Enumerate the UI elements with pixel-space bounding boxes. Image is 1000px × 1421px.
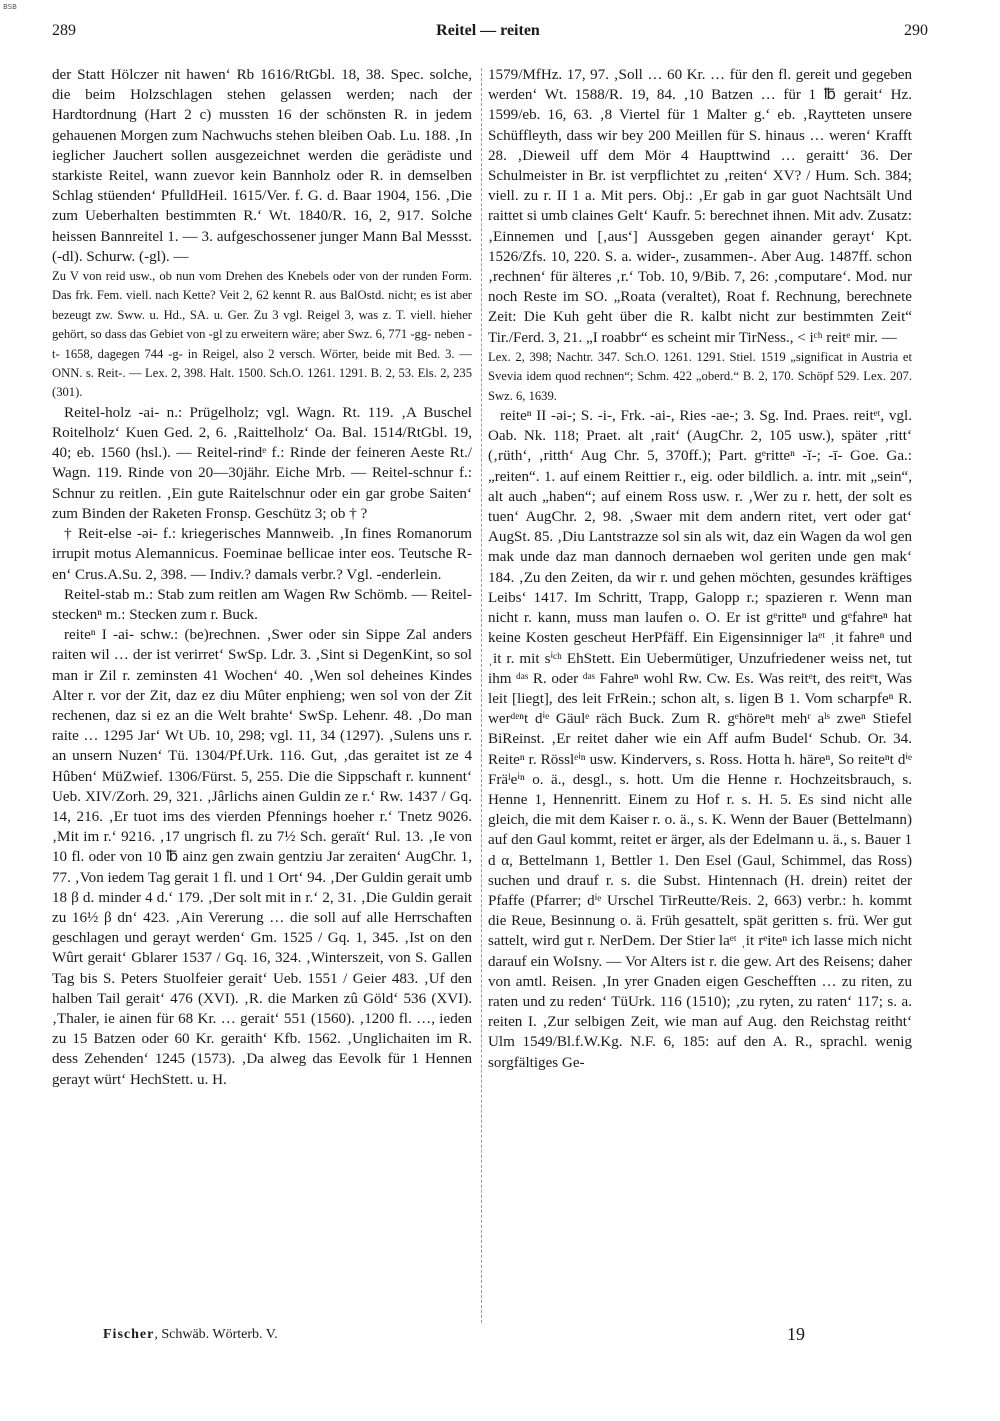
etymology-note: Lex. 2, 398; Nachtr. 347. Sch.O. 1261. 1291. Stiel. 1519 „significat in Austria et Svevia idem quod rechnen“; Schm. 422 „oberd.“ B. 2, 170. Schöpf 529. Lex. 207. Swz. 6, 1639. <box>488 349 912 403</box>
right-column <box>488 65 912 1335</box>
page-number-right: 290 <box>904 22 928 39</box>
entry-reiten-ii: reiteⁿ II -əi-; S. -i-, Frk. -ai-, Ries -ae-; 3. Sg. Ind. Praes. reitᵉᵗ, vgl. Oab. Nk. 118; Praet. alt ‚rait‘ (AugChr. 2, 105 usw.), später ‚ritt‘ (‚rüth‘, ‚ritth‘ Aug Chr. 5, 370ff.); Part. gᵉritteⁿ -ĭ-; -ī- Goe. Ga.: „reiten“. 1. auf einem Reittier r., eig. oder bildlich. a. intr. mit „sein“, alt auch „haben“; auf einem Ross usw. r. ‚Wer zu r. hett, der solt es tuen‘ AugChr. 2, 98. ‚Swaer mit dem andern ritet, vert oder gat‘ AugSt. 85. ‚Diu Lantstrazze sol sin als wit, daz ein Wagen da wol gen mak unde daz man dannoch dernaeben wol geriten unde gen mak‘ 184. ‚Zu den Zeiten, da wir r. und gehen möchten, gesundes kräftiges Leibs‘ 1417. Im Schritt, Trapp, Galopp r.; spazieren r. Wenn man nicht r. kann, muss man laufen o. O. Er ist gᵉritteⁿ und gᵉfahreⁿ hat keine Kosten gescheut HerPfäff. Ein Eigensinniger laᵉᵗ ˌit fahreⁿ und ˌit r. mit sⁱᶜʰ EhStett. Ein Uebermütiger, Unzufriedener weiss net, tut ihm ᵈᵃˢ R. oder ᵈᵃˢ Fahreⁿ wohl Rw. Cw. Es. Was reitᵉt, des reitᵉt, Was leit [liegt], des leit FrRein.; schon alt, s. ligen B 1. Vom scharpfeⁿ R. werᵈᵉⁿt dⁱᵉ Gäulᵉ räch Buck. Zum R. gᵉhöreⁿt mehʳ aˡˢ zweⁿ Stiefel BiReinst. ‚Er reitet daher wie ein Aff aufm Budel‘ Schub. Or. 34. Reiteⁿ r. Rösslᵉⁱⁿ usw. Kindervers, s. Ross. Hotta h. häreⁿ, So reiteⁿt dⁱᵉ Fräˡeⁱⁿ o. ä., desgl., s. hott. Um die Henne r. Hochzeitsbrauch, s. Henne 1, Hennenritt. Einem zu Hof r. s. H. 5. Es sind nicht alle gleich, die mit dem Kaiser r. o. ä., s. K. Wenn der Bauer (Bettelmann) auf den Gaul kommt, reitet er ärger, als der Edelmann u. ä., s. Bauer 1 d α, Bettelmann 1, Bettler 1. Den Esel (Gaul, Schimmel, das Ross) suchen und drauf r. s. die Subst. Hintennach (H. drein) reitet der Pfaffe (Pfarrer; dⁱᵉ Urschel TirReutte/Reis. 2, 663) verbr.: h. kommt die Reue, Besinnung o. ä. Früh gesattelt, spät geritten s. frü. Wer gut sattelt, wird gut r. NerDem. Der Stier laᵉᵗ ˌit rᵉiteⁿ ich lasse mich nicht darauf ein WoIsny. — Vor Alters ist r. die gew. Art des Reisens; daher von amtl. Reisen. ‚In yrer Gnaden eigen Geschefften … zu riten, zu raten und zu reden‘ TüUrk. 116 (1510); ‚zu ryten, zu raten‘ 117; s. a. reiten I. ‚Zur selbigen Zeit, wie man auf Aug. den Reichstag reitht‘ Ulm 1549/Bl.f.W.Kg. N.F. 6, 185: auf den A. R., sprachl. wenig sorgfältiges Ge- <box>488 408 912 1071</box>
entry-reiten-i: reiteⁿ I -ai- schw.: (be)rechnen. ‚Swer oder sin Sippe Zal anders raiten wil … der ist verirret‘ SwSp. Ldr. 3. ‚Sint si DegenKint, so sol man ir Zil r. zeminsten 41 Wochen‘ 40. ‚Wen sol deheines Kindes Alter r. vor der Zit, daz ez diu Mûter enphieng; wen sol von der Zit rechenen, daz si ez an die Welt brahte‘ SwSp. Lehenr. 48. ‚Do man raite … 1295 Jar‘ Wt Ub. 10, 298; vgl. 11, 34 (1297). ‚Sulens uns r. an unsern Nuzen‘ Tü. 1304/Pf.Urk. 116. Gut, ‚das geraitet ist ze 4 Hûben‘ MüZwief. 1306/Fürst. 5, 255. Die die Sippschaft r. kunnent‘ Ueb. XIV/Zorh. 29, 321. ‚Jârlichs ainen Guldin ze r.‘ Rw. 1437 / Gq. 14, 216. ‚Er tuot ims des vierden Pfennings hoeher r.‘ Tnetz 9026. ‚Mit im r.‘ 9216. ‚17 ungrisch fl. zu 7½ Sch. geraït‘ Rul. 13. ‚Ie von 10 fl. oder von 10 ℔ ainz gen zwain gentziu Jar zeraiten‘ AugChr. 1, 77. ‚Von iedem Tag gerait 1 fl. und 1 Ort‘ 94. ‚Der Guldin gerait umb 18 β d. minder 4 d.‘ 179. ‚Der solt mit in r.‘ 2, 31. ‚Die Guldin gerait zu 16½ β dn‘ 423. ‚Ain Vererung … die soll auf alle Herrschaften geschlagen und gerayt werden‘ Gm. 1525 / Gq. 1, 345. ‚Ist on den Wûrt gerait‘ Gblarer 1537 / Gq. 16, 324. ‚Winterszeit, von S. Gallen Tag bis S. Peters Stuolfeier gerait‘ Ueb. 1551 / Geier 483. ‚Uf den halben Tail gerait‘ 476 (XVI). ‚R. die Marken zû Göld‘ 536 (XVI). ‚Thaler, ie ainen für 68 Kr. … gerait‘ 551 (1560). ‚1200 fl. …, ieden zu 15 Batzen oder 60 Kr. geraith‘ Kfb. 1562. ‚Unglichaiten im R. dess Zehenden‘ 1245 (1573). ‚Da alweg das Eevolk für 1 Hennen gerayt würt‘ HechStett. u. H. <box>52 627 472 1088</box>
page-number-left: 289 <box>52 22 76 39</box>
page-header <box>48 18 928 44</box>
page-footer <box>103 1327 278 1343</box>
entry-paragraph: 1579/MfHz. 17, 97. ‚Soll … 60 Kr. … für den fl. gereit und gegeben werden‘ Wt. 1588/R. 19, 84. ‚10 Batzen … für 1 ℔ gerait‘ Hz. 1599/eb. 16, 63. ‚8 Viertel für 1 Malter g.‘ eb. ‚Raytteten unsere Schüffleyth, dass wir bey 200 Meillen für S. hinaus … weren‘ Krafft 28. ‚Dieweil uff dem Mör 4 Haupttwind … geraitt‘ 36. Der Schulmeister in Br. ist verpflichtet zu ‚reiten‘ XV? / Hum. Sch. 384; viell. zu r. II 1 a. Mit pers. Obj.: ‚Er gab in gar guot Nachtsält Und raittet si umb claines Gelt‘ Kaufr. 5: berechnet ihnen. Mit adv. Zusatz: ‚Einnemen und [‚aus‘] Aussgeben gegen ainander gerayt‘ Kpt. 1526/Zfs. 10, 220. S. a. wider-, zusammen-. Aber Aug. 1487ff. schon ‚rechnen‘ für älteres ‚r.‘ Tob. 10, 9/Bib. 7, 26: ‚computare‘. Mod. nur noch Reste im SO. „Roata (veraltet), Roat f. Rechnung, berechnete Zeit: Die Kuh geht über die R. kalbt nicht zur bestimmten Zeit“ Tir./Ferd. 3, 21. „I roabbr“ es scheint mir TirNess., < iᶜʰ reitᵉ mir. — <box>488 67 912 346</box>
entry-reitel-stab: Reitel-stab m.: Stab zum reitlen am Wagen Rw Schömb. — Reitel-steckenⁿ m.: Stecken zum r. Buck. <box>52 586 472 623</box>
library-stamp: BSB <box>3 3 17 11</box>
running-head: Reitel — reiten <box>436 22 540 39</box>
footer-work: , Schwäb. Wörterb. V. <box>154 1327 278 1342</box>
signature-mark: 19 <box>787 1324 805 1344</box>
left-column <box>52 65 472 1335</box>
entry-reit-else: † Reit-else -əi- f.: kriegerisches Mannweib. ‚In fines Romanorum irrupit motus Alemannicus. Foeminae bellicae inter eos. Teutsche R-en‘ Crus.A.Su. 2, 398. — Indiv.? damals verbr.? Vgl. -enderlein. <box>52 526 472 583</box>
footer-author: Fischer <box>103 1327 155 1342</box>
entry-reitel-holz: Reitel-holz -ai- n.: Prügelholz; vgl. Wagn. Rt. 119. ‚A Buschel Roitelholz‘ Kuen Ged. 2, 6. ‚Raittelholz‘ Oa. Bal. 1514/RtGbl. 19, 40; eb. 1560 (hsl.). — Reitel-rindᵉ f.: Rinde der feineren Aeste Rt./ Wagn. 119. Rinde von 20—30jähr. Eiche Mrb. — Reitel-schnur f.: Schnur zu reitlen. ‚Ein gute Raitelschnur oder ein gar grobe Saiten‘ zum Binden der Raketen Fronsp. Geschütz 3; ob † ? <box>52 404 472 522</box>
column-divider <box>481 68 482 1323</box>
etymology-note: Zu V von reid usw., ob nun vom Drehen des Knebels oder von der runden Form. Das frk. Fem. viell. nach Kette? Veit 2, 62 kennt R. aus BalOstd. nicht; es ist aber bezeugt zw. Sww. u. Hd., SA. u. Ger. Zu 3 vgl. Reigel 3, was z. T. viell. hieher gehört, so dass das Gebiet von -gl zu erweitern wäre; aber Swz. 6, 771 -gg- neben -t- 1658, dagegen 744 -g- in Reigel, also 2 versch. Wörter, beide mit Bed. 3. — ONN. s. Reit-. — Lex. 2, 398. Halt. 1500. Sch.O. 1261. 1291. B. 2, 53. Els. 2, 235 (301). <box>52 269 472 400</box>
entry-paragraph: der Statt Hölczer nit hawen‘ Rb 1616/RtGbl. 18, 38. Spec. solche, die beim Holzschlagen stehen gelassen werden; nach der Hardtordnung (Hart 2 c) mussten 16 der schönsten R. in jedem gehauenen Morgen zum Nachwuchs stehen bleiben Oab. Lu. 188. ‚In ieglicher Jauchert sollen ausgezeichnet werden die gerädiste und starkiste Reitel, wann zuevor kein Bannholz oder R. in demselben Schlag stüenden‘ PfulldHeil. 1615/Ver. f. G. d. Baar 1904, 156. ‚Die zum Ueberhalten bestimmten R.‘ Wt. 1840/R. 16, 2, 917. Solche heissen Bannreitel 1. — 3. aufgeschossener junger Mann Bal Messst. (-dl). Schurw. (-gl). — <box>52 67 472 265</box>
